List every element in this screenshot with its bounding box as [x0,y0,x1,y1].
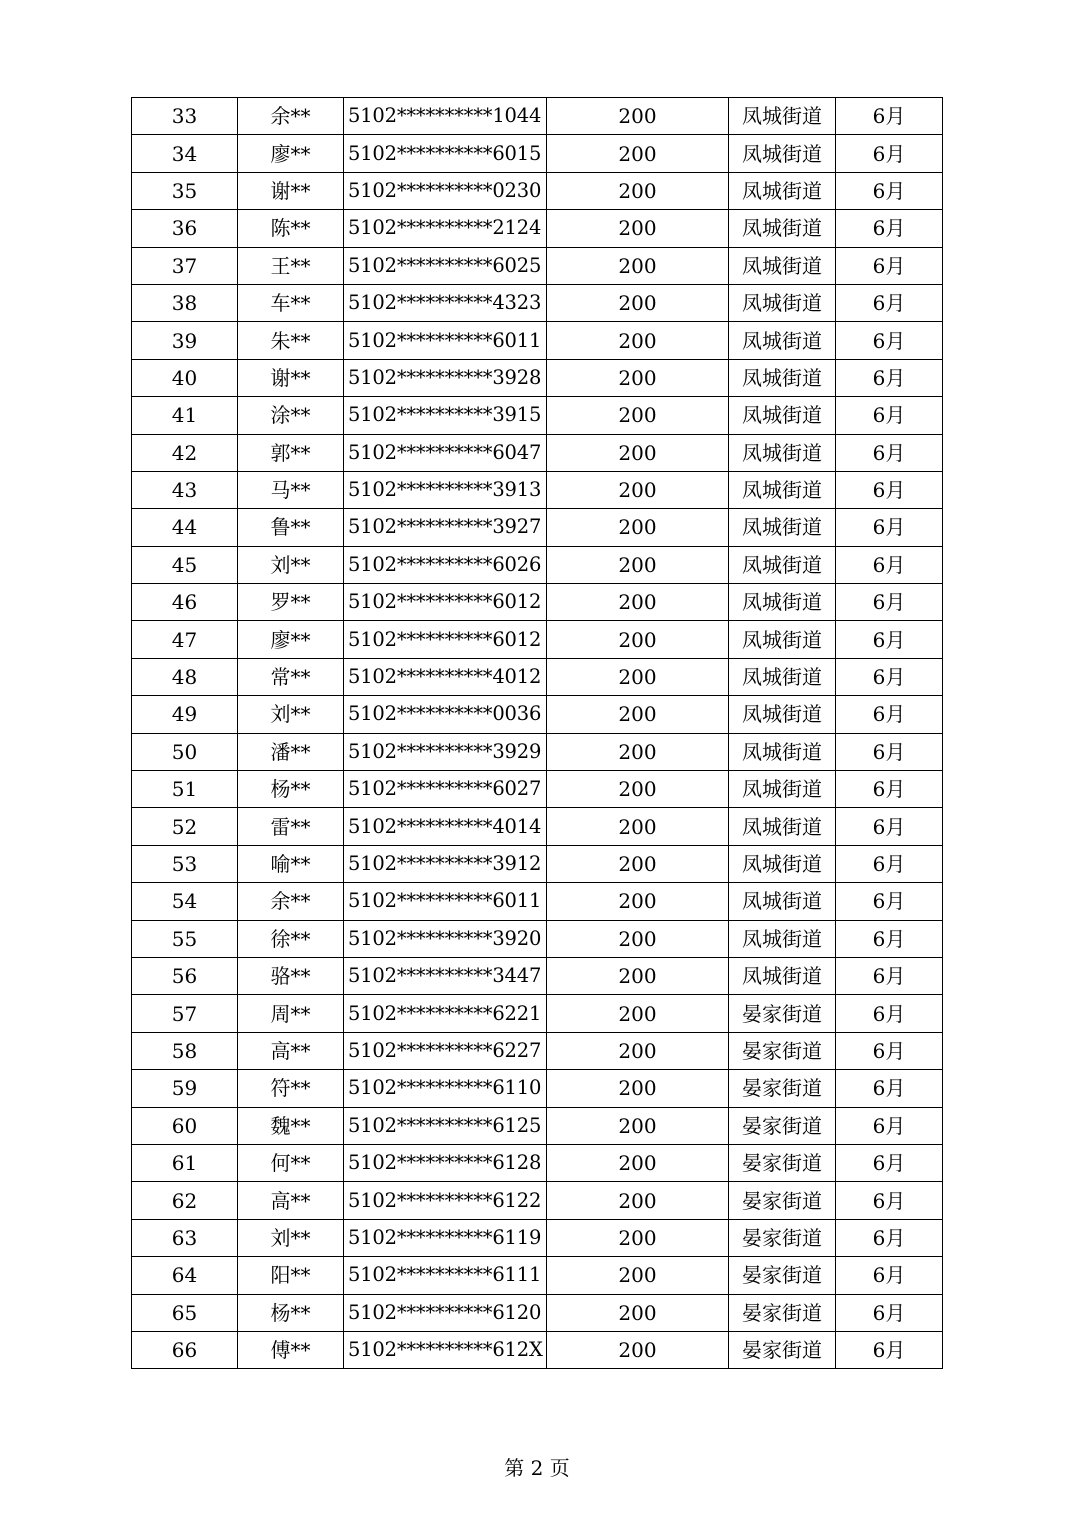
street-cell: 晏家街道 [729,995,836,1032]
street-cell: 晏家街道 [729,1219,836,1256]
id-number-cell: 5102**********6012 [344,621,547,658]
month-cell: 6月 [836,957,943,994]
row-number-cell: 53 [132,845,238,882]
name-cell: 徐** [238,920,344,957]
id-number-cell: 5102**********6227 [344,1032,547,1069]
id-number-cell: 5102**********6128 [344,1144,547,1181]
street-cell: 凤城街道 [729,621,836,658]
month-cell: 6月 [836,98,943,135]
table-row [132,135,943,172]
table-row [132,584,943,621]
id-number-cell: 5102**********6015 [344,135,547,172]
table-row [132,1144,943,1181]
row-number-cell: 44 [132,509,238,546]
row-number-cell: 63 [132,1219,238,1256]
name-cell: 骆** [238,957,344,994]
id-number-cell: 5102**********0036 [344,696,547,733]
street-cell: 凤城街道 [729,359,836,396]
table-row [132,1331,943,1368]
street-cell: 晏家街道 [729,1070,836,1107]
street-cell: 晏家街道 [729,1331,836,1368]
month-cell: 6月 [836,883,943,920]
id-number-cell: 5102**********6025 [344,247,547,284]
amount-cell: 200 [547,509,729,546]
id-number-cell: 5102**********3927 [344,509,547,546]
row-number-cell: 40 [132,359,238,396]
name-cell: 陈** [238,210,344,247]
street-cell: 晏家街道 [729,1107,836,1144]
month-cell: 6月 [836,359,943,396]
amount-cell: 200 [547,1294,729,1331]
amount-cell: 200 [547,845,729,882]
name-cell: 刘** [238,1219,344,1256]
table-row [132,1219,943,1256]
name-cell: 杨** [238,1294,344,1331]
id-number-cell: 5102**********6011 [344,322,547,359]
id-number-cell: 5102**********3920 [344,920,547,957]
month-cell: 6月 [836,509,943,546]
amount-cell: 200 [547,284,729,321]
row-number-cell: 43 [132,471,238,508]
row-number-cell: 42 [132,434,238,471]
table-row [132,359,943,396]
id-number-cell: 5102**********6120 [344,1294,547,1331]
street-cell: 凤城街道 [729,957,836,994]
amount-cell: 200 [547,1032,729,1069]
name-cell: 常** [238,658,344,695]
month-cell: 6月 [836,920,943,957]
month-cell: 6月 [836,1107,943,1144]
row-number-cell: 34 [132,135,238,172]
street-cell: 凤城街道 [729,135,836,172]
row-number-cell: 66 [132,1331,238,1368]
id-number-cell: 5102**********6111 [344,1257,547,1294]
month-cell: 6月 [836,1257,943,1294]
name-cell: 喻** [238,845,344,882]
name-cell: 刘** [238,546,344,583]
name-cell: 廖** [238,135,344,172]
id-number-cell: 5102**********4014 [344,808,547,845]
amount-cell: 200 [547,733,729,770]
id-number-cell: 5102**********6110 [344,1070,547,1107]
amount-cell: 200 [547,434,729,471]
table-row [132,397,943,434]
name-cell: 阳** [238,1257,344,1294]
amount-cell: 200 [547,247,729,284]
table-row [132,172,943,209]
name-cell: 马** [238,471,344,508]
table-row [132,771,943,808]
amount-cell: 200 [547,210,729,247]
month-cell: 6月 [836,658,943,695]
month-cell: 6月 [836,696,943,733]
street-cell: 凤城街道 [729,584,836,621]
street-cell: 凤城街道 [729,247,836,284]
table-row [132,658,943,695]
month-cell: 6月 [836,1294,943,1331]
street-cell: 凤城街道 [729,696,836,733]
month-cell: 6月 [836,808,943,845]
month-cell: 6月 [836,322,943,359]
row-number-cell: 50 [132,733,238,770]
row-number-cell: 62 [132,1182,238,1219]
name-cell: 杨** [238,771,344,808]
table-row [132,1182,943,1219]
table-row [132,1107,943,1144]
amount-cell: 200 [547,1107,729,1144]
table-row [132,957,943,994]
row-number-cell: 51 [132,771,238,808]
row-number-cell: 48 [132,658,238,695]
row-number-cell: 64 [132,1257,238,1294]
name-cell: 鲁** [238,509,344,546]
name-cell: 王** [238,247,344,284]
table-row [132,883,943,920]
row-number-cell: 38 [132,284,238,321]
month-cell: 6月 [836,1219,943,1256]
amount-cell: 200 [547,172,729,209]
id-number-cell: 5102**********6125 [344,1107,547,1144]
amount-cell: 200 [547,322,729,359]
street-cell: 凤城街道 [729,210,836,247]
id-number-cell: 5102**********3912 [344,845,547,882]
id-number-cell: 5102**********2124 [344,210,547,247]
month-cell: 6月 [836,247,943,284]
name-cell: 罗** [238,584,344,621]
street-cell: 晏家街道 [729,1182,836,1219]
amount-cell: 200 [547,1070,729,1107]
row-number-cell: 36 [132,210,238,247]
name-cell: 谢** [238,359,344,396]
page-number: 第 2 页 [504,1456,570,1480]
row-number-cell: 54 [132,883,238,920]
street-cell: 凤城街道 [729,172,836,209]
amount-cell: 200 [547,471,729,508]
table-row [132,1032,943,1069]
row-number-cell: 60 [132,1107,238,1144]
id-number-cell: 5102**********3929 [344,733,547,770]
street-cell: 凤城街道 [729,98,836,135]
roster-body [132,98,943,1369]
month-cell: 6月 [836,471,943,508]
month-cell: 6月 [836,210,943,247]
id-number-cell: 5102**********0230 [344,172,547,209]
street-cell: 晏家街道 [729,1144,836,1181]
id-number-cell: 5102**********6012 [344,584,547,621]
row-number-cell: 46 [132,584,238,621]
name-cell: 涂** [238,397,344,434]
row-number-cell: 39 [132,322,238,359]
street-cell: 凤城街道 [729,322,836,359]
row-number-cell: 59 [132,1070,238,1107]
name-cell: 傅** [238,1331,344,1368]
month-cell: 6月 [836,733,943,770]
amount-cell: 200 [547,696,729,733]
amount-cell: 200 [547,1257,729,1294]
subsidy-roster-table [131,97,943,1369]
id-number-cell: 5102**********6027 [344,771,547,808]
amount-cell: 200 [547,1219,729,1256]
table-row [132,546,943,583]
id-number-cell: 5102**********3447 [344,957,547,994]
row-number-cell: 37 [132,247,238,284]
id-number-cell: 5102**********6122 [344,1182,547,1219]
id-number-cell: 5102**********3913 [344,471,547,508]
street-cell: 凤城街道 [729,658,836,695]
id-number-cell: 5102**********4323 [344,284,547,321]
month-cell: 6月 [836,995,943,1032]
month-cell: 6月 [836,845,943,882]
row-number-cell: 41 [132,397,238,434]
id-number-cell: 5102**********3915 [344,397,547,434]
table-row [132,845,943,882]
amount-cell: 200 [547,621,729,658]
month-cell: 6月 [836,621,943,658]
name-cell: 魏** [238,1107,344,1144]
street-cell: 凤城街道 [729,920,836,957]
table-row [132,284,943,321]
street-cell: 凤城街道 [729,434,836,471]
amount-cell: 200 [547,397,729,434]
month-cell: 6月 [836,1182,943,1219]
row-number-cell: 35 [132,172,238,209]
amount-cell: 200 [547,808,729,845]
row-number-cell: 47 [132,621,238,658]
name-cell: 刘** [238,696,344,733]
table-row [132,1070,943,1107]
street-cell: 凤城街道 [729,771,836,808]
row-number-cell: 65 [132,1294,238,1331]
row-number-cell: 49 [132,696,238,733]
id-number-cell: 5102**********6119 [344,1219,547,1256]
street-cell: 凤城街道 [729,808,836,845]
id-number-cell: 5102**********6011 [344,883,547,920]
name-cell: 郭** [238,434,344,471]
table-row [132,621,943,658]
table-row [132,434,943,471]
row-number-cell: 33 [132,98,238,135]
street-cell: 凤城街道 [729,397,836,434]
name-cell: 周** [238,995,344,1032]
month-cell: 6月 [836,172,943,209]
name-cell: 车** [238,284,344,321]
street-cell: 凤城街道 [729,284,836,321]
name-cell: 何** [238,1144,344,1181]
table-row [132,995,943,1032]
row-number-cell: 55 [132,920,238,957]
month-cell: 6月 [836,584,943,621]
street-cell: 凤城街道 [729,733,836,770]
table-row [132,920,943,957]
amount-cell: 200 [547,1144,729,1181]
id-number-cell: 5102**********612X [344,1331,547,1368]
id-number-cell: 5102**********1044 [344,98,547,135]
name-cell: 雷** [238,808,344,845]
row-number-cell: 56 [132,957,238,994]
street-cell: 凤城街道 [729,546,836,583]
month-cell: 6月 [836,771,943,808]
amount-cell: 200 [547,135,729,172]
row-number-cell: 57 [132,995,238,1032]
table-row [132,471,943,508]
name-cell: 高** [238,1032,344,1069]
amount-cell: 200 [547,957,729,994]
street-cell: 晏家街道 [729,1294,836,1331]
name-cell: 潘** [238,733,344,770]
row-number-cell: 45 [132,546,238,583]
month-cell: 6月 [836,1144,943,1181]
name-cell: 余** [238,98,344,135]
id-number-cell: 5102**********6047 [344,434,547,471]
id-number-cell: 5102**********6221 [344,995,547,1032]
name-cell: 高** [238,1182,344,1219]
name-cell: 廖** [238,621,344,658]
id-number-cell: 5102**********4012 [344,658,547,695]
street-cell: 晏家街道 [729,1257,836,1294]
id-number-cell: 5102**********3928 [344,359,547,396]
month-cell: 6月 [836,434,943,471]
amount-cell: 200 [547,883,729,920]
month-cell: 6月 [836,1032,943,1069]
month-cell: 6月 [836,284,943,321]
name-cell: 朱** [238,322,344,359]
amount-cell: 200 [547,359,729,396]
month-cell: 6月 [836,1070,943,1107]
table-row [132,808,943,845]
amount-cell: 200 [547,920,729,957]
month-cell: 6月 [836,546,943,583]
amount-cell: 200 [547,771,729,808]
name-cell: 谢** [238,172,344,209]
amount-cell: 200 [547,1182,729,1219]
amount-cell: 200 [547,584,729,621]
amount-cell: 200 [547,658,729,695]
month-cell: 6月 [836,1331,943,1368]
name-cell: 余** [238,883,344,920]
table-row [132,322,943,359]
street-cell: 凤城街道 [729,845,836,882]
row-number-cell: 52 [132,808,238,845]
table-row [132,696,943,733]
table-row [132,98,943,135]
row-number-cell: 61 [132,1144,238,1181]
street-cell: 凤城街道 [729,883,836,920]
name-cell: 符** [238,1070,344,1107]
row-number-cell: 58 [132,1032,238,1069]
month-cell: 6月 [836,135,943,172]
id-number-cell: 5102**********6026 [344,546,547,583]
table-row [132,1257,943,1294]
amount-cell: 200 [547,546,729,583]
table-row [132,509,943,546]
table-row [132,1294,943,1331]
amount-cell: 200 [547,98,729,135]
month-cell: 6月 [836,397,943,434]
street-cell: 晏家街道 [729,1032,836,1069]
amount-cell: 200 [547,1331,729,1368]
table-row [132,733,943,770]
street-cell: 凤城街道 [729,471,836,508]
street-cell: 凤城街道 [729,509,836,546]
table-row [132,247,943,284]
table-row [132,210,943,247]
amount-cell: 200 [547,995,729,1032]
